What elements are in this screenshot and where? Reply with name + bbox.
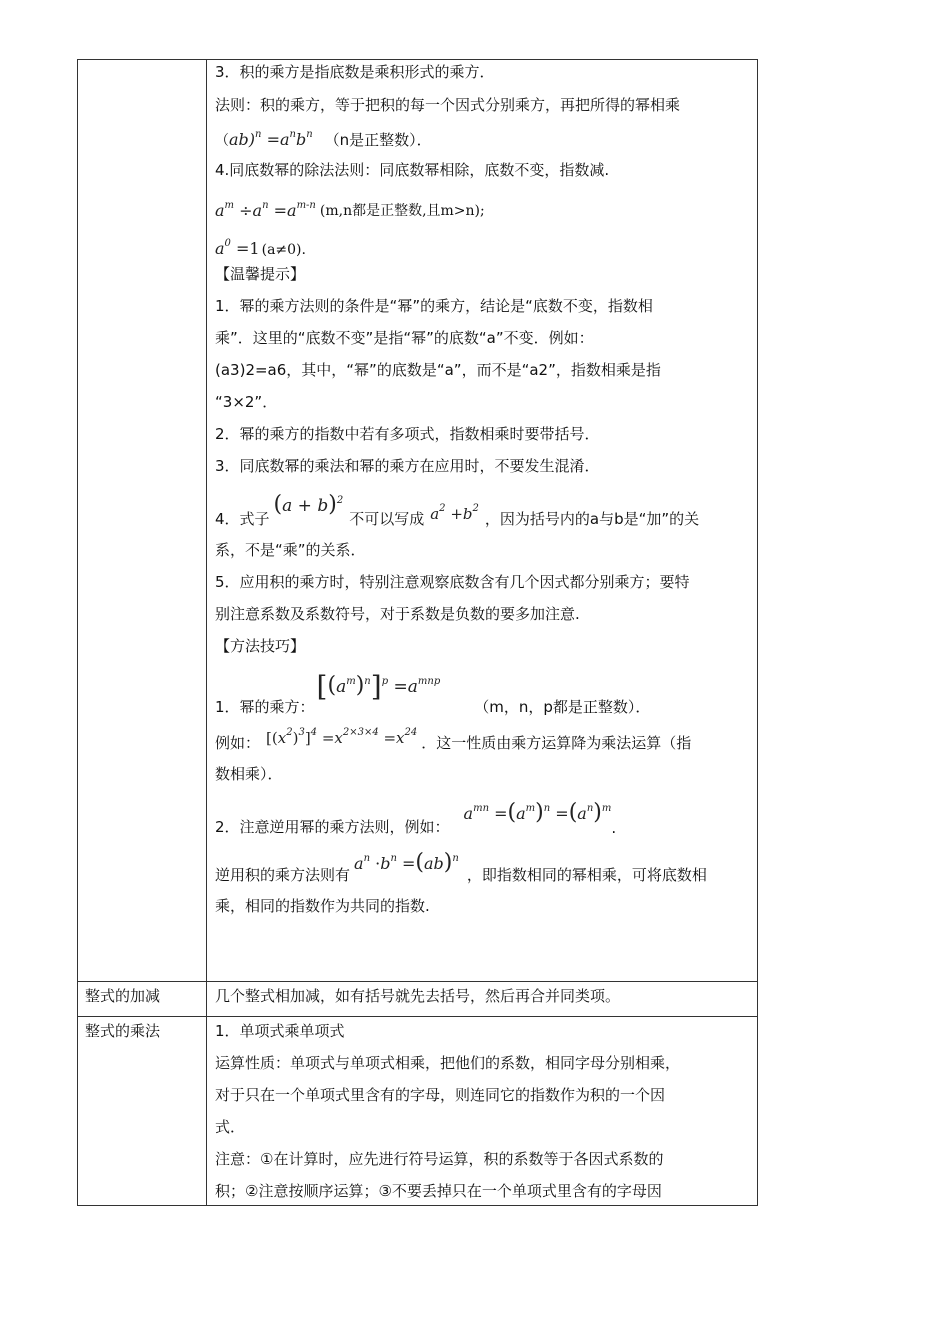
text-line: 别注意系数及系数符号，对于系数是负数的要多加注意. — [215, 605, 580, 623]
text-line: 3．积的乘方是指底数是乘积形式的乘方． — [215, 63, 495, 81]
text-line: 几个整式相加减，如有括号就先去括号，然后再合并同类项。 — [215, 987, 621, 1005]
text-line: 系，不是“乘”的关系． — [215, 541, 366, 559]
text-fragment: （m，n，p都是正整数）． — [474, 698, 651, 716]
text-fragment: ，即指数相同的幂相乘，可将底数相 — [466, 866, 707, 884]
formula-reverse-product-power: $a^n \cdot b^n =(ab)^n$ — [354, 850, 459, 875]
text-line-with-formula — [215, 487, 747, 529]
formula-note: （n是正整数）． — [324, 131, 432, 149]
section-heading-tips: 【温馨提示】 — [215, 265, 306, 283]
formula-line — [215, 228, 747, 258]
content-cell — [207, 982, 758, 1017]
text-line: (a3)2=a6，其中，“幂”的底数是“a”，而不是“a2”，指数相乘是指 — [215, 361, 661, 379]
row-label-cell — [78, 60, 207, 982]
text-line: 数相乘）． — [215, 765, 283, 783]
text-line: 5．应用积的乘方时，特别注意观察底数含有几个因式都分别乘方；要特 — [215, 573, 690, 591]
text-fragment: 不可以写成 — [349, 510, 425, 528]
row-label: 整式的乘法 — [85, 1022, 161, 1040]
formula-note: (a≠0). — [261, 242, 306, 258]
text-line: 对于只在一个单项式里含有的字母，则连同它的指数作为积的一个因 — [215, 1086, 666, 1104]
formula-example-power: $[(x^2)^3]^4 =x^{2\times 3\times 4} =x^{24}$ — [266, 727, 418, 747]
table-row — [78, 60, 758, 982]
text-line: “3×2”． — [215, 393, 278, 411]
table-row — [78, 982, 758, 1017]
text-line-with-formula — [215, 725, 747, 753]
text-line: 1．幂的乘方法则的条件是“幂”的乘方，结论是“底数不变，指数相 — [215, 297, 653, 315]
formula-zero-exponent: $a^0 =1$ — [215, 238, 260, 258]
text-line: 乘”．这里的“底数不变”是指“幂”的底数“a”不变．例如： — [215, 329, 594, 347]
text-fragment: . — [611, 819, 617, 837]
formula-line — [215, 122, 747, 150]
text-line: 3．同底数幂的乘法和幂的乘方在应用时，不要发生混淆． — [215, 457, 600, 475]
text-line: 4.同底数幂的除法法则：同底数幂相除，底数不变，指数减. — [215, 161, 610, 179]
summary-table — [77, 59, 758, 1206]
formula-division: $a^m \div a^n =a^{m-n}$ — [215, 200, 316, 220]
text-line: 法则：积的乘方，等于把积的每一个因式分别乘方，再把所得的幂相乘 — [215, 96, 681, 114]
text-fragment: 4．式子 — [215, 510, 270, 528]
text-fragment: 1．幂的乘方： — [215, 698, 315, 716]
formula-sum-of-squares: $a^2 +b^2$ — [430, 503, 479, 523]
text-line: 1．单项式乘单项式 — [215, 1022, 345, 1040]
row-label: 整式的加减 — [85, 987, 161, 1005]
text-line: 运算性质：单项式与单项式相乘，把他们的系数，相同字母分别相乘， — [215, 1054, 681, 1072]
formula-line — [215, 190, 747, 220]
text-fragment: 逆用积的乘方法则有 — [215, 866, 351, 884]
text-fragment: 2．注意逆用幂的乘方法则，例如： — [215, 818, 450, 836]
formula-sum-squared: $(a + b)^2$ — [273, 492, 344, 517]
content-cell — [207, 60, 758, 982]
row-label — [78, 60, 206, 63]
formula-reverse-power: $a^{mn} =(a^m)^n =(a^n)^m$ — [463, 800, 612, 825]
formula-power-of-product: $(ab)^n =a^nb^n$ — [215, 129, 313, 149]
text-fragment: ，因为括号内的a与b是“加”的关 — [484, 510, 700, 528]
table-row — [78, 1017, 758, 1206]
text-line-with-formula — [215, 665, 747, 717]
formula-power-of-power: $[(a^m)^n]^p =a^{mnp}$ — [316, 670, 441, 703]
text-fragment: 例如： — [215, 734, 261, 752]
row-label-cell — [78, 1017, 207, 1206]
text-line-with-formula — [215, 797, 747, 837]
section-heading-methods: 【方法技巧】 — [215, 637, 306, 655]
text-line: 积；②注意按顺序运算；③不要丢掉只在一个单项式里含有的字母因 — [215, 1182, 662, 1200]
text-line: 式． — [215, 1118, 246, 1136]
text-line-with-formula — [215, 851, 747, 885]
text-fragment: ．这一性质由乘方运算降为乘法运算（指 — [421, 734, 692, 752]
content-cell — [207, 1017, 758, 1206]
row-label-cell — [78, 982, 207, 1017]
text-line: 2．幂的乘方的指数中若有多项式，指数相乘时要带括号． — [215, 425, 600, 443]
text-line: 注意：①在计算时，应先进行符号运算，积的系数等于各因式系数的 — [215, 1150, 664, 1168]
text-line: 乘，相同的指数作为共同的指数. — [215, 897, 430, 915]
formula-note: (m,n都是正整数,且m>n); — [319, 203, 485, 219]
